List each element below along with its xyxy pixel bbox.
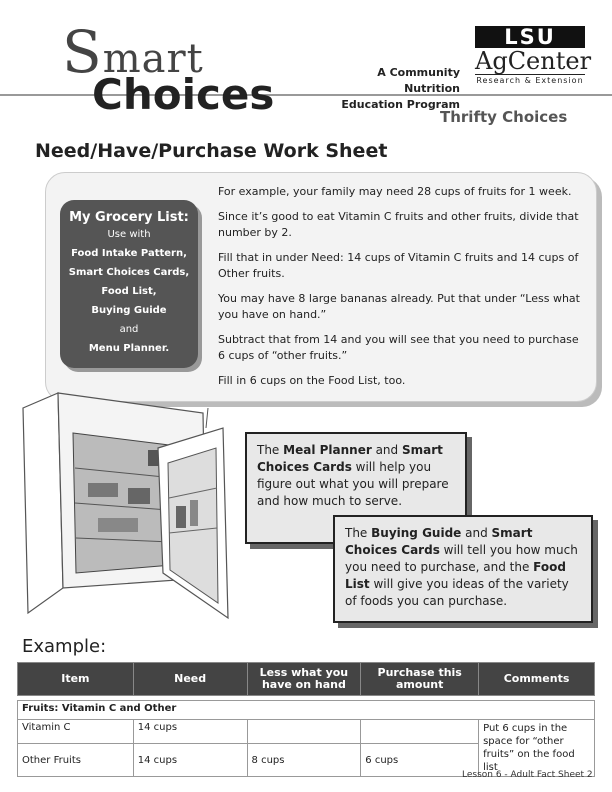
table-header-row (18, 663, 595, 696)
instruction-text (218, 184, 588, 398)
table-cell (361, 720, 479, 744)
column-header: Less what you have on hand (247, 663, 361, 696)
program-tagline: A Community Nutrition Education Program (341, 66, 460, 111)
column-header: Need (133, 663, 247, 696)
grocery-list-box: My Grocery List: Use with Food Intake Pattern, Smart Choices Cards, Food List, Buying Guide and Menu Planner. (60, 200, 198, 368)
example-table (17, 662, 595, 777)
table-cell: 8 cups (247, 744, 361, 777)
table-cell: Vitamin C (18, 720, 134, 744)
example-heading: Example: (22, 636, 107, 657)
buying-guide-callout: The Buying Guide and Smart Choices Cards will tell you how much you need to purchase, and the Food List will give you ideas of the variety of foods you can purchase. (333, 515, 593, 623)
column-header: Purchase this amount (361, 663, 479, 696)
lsu-agcenter-logo: LSU AgCenter Research & Extension (475, 25, 592, 85)
instruction-paragraph: Since it’s good to eat Vitamin C fruits and other fruits, divide that number by 2. (218, 210, 579, 239)
instruction-paragraph: Fill in 6 cups on the Food List, too. (218, 374, 406, 387)
smart-logo-text: Smart (62, 18, 204, 86)
instruction-paragraph: You may have 8 large bananas already. Put that under “Less what you have on hand.” (218, 292, 580, 321)
table-cell: 14 cups (133, 720, 247, 744)
instruction-paragraph: Fill that in under Need: 14 cups of Vitamin C fruits and 14 cups of Other fruits. (218, 251, 579, 280)
comment-cell: Put 6 cups in the space for “other fruits” on the food list (479, 720, 595, 777)
instruction-paragraph: Subtract that from 14 and you will see that you need to purchase 6 cups of “other fruits.” (218, 333, 579, 362)
table-cell: Other Fruits (18, 744, 134, 777)
table-cell (247, 720, 361, 744)
page-footer: Lesson 6 - Adult Fact Sheet 2 (462, 770, 593, 780)
column-header: Item (18, 663, 134, 696)
choices-logo-text: Choices (92, 70, 275, 119)
series-label: Thrifty Choices (440, 108, 568, 126)
table-group-row (18, 701, 595, 720)
page-title: Need/Have/Purchase Work Sheet (35, 140, 388, 162)
meal-planner-callout: The Meal Planner and Smart Choices Cards will help you figure out what you will prepare and how much to serve. (245, 432, 467, 544)
open-refrigerator-illustration (18, 388, 233, 633)
table-cell: 14 cups (133, 744, 247, 777)
table-row (18, 720, 595, 744)
column-header: Comments (479, 663, 595, 696)
group-label: Fruits: Vitamin C and Other (18, 701, 595, 720)
table-cell: 6 cups (361, 744, 479, 777)
instruction-paragraph: For example, your family may need 28 cups of fruits for 1 week. (218, 185, 572, 198)
